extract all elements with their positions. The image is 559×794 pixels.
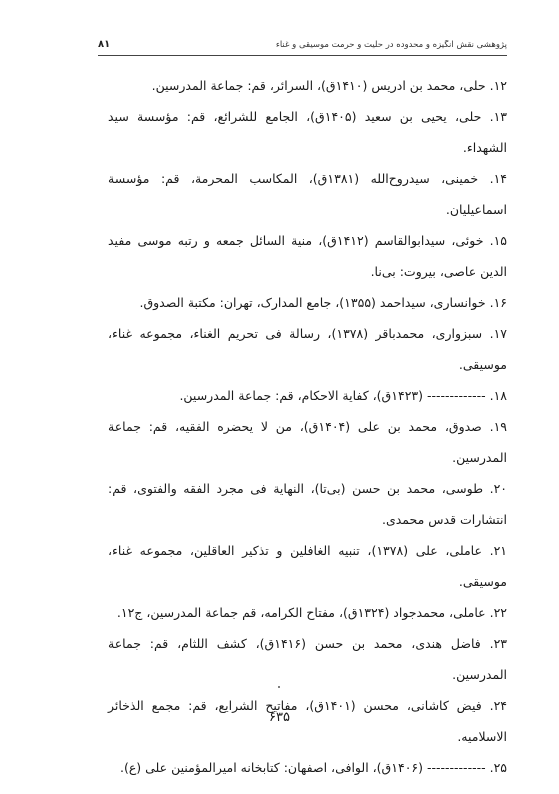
reference-item: ۲۲. عاملی، محمدجواد (۱۳۲۴ق)، مفتاح الکرامه، قم جماعة المدرسین، ج۱۲. — [116, 605, 507, 620]
reference-item: ۱۲. حلی، محمد بن ادریس (۱۴۱۰ق)، السرائر، قم: جماعة المدرسین. — [151, 78, 507, 93]
reference-item: ۲۵. ------------- (۱۴۰۶ق)، الوافی، اصفهان: کتابخانه امیرالمؤمنین علی (ع). — [119, 760, 507, 775]
reference-item: ۱۴. خمینی، سیدروح‌الله (۱۳۸۱ق)، المکاسب المحرمة، قم: مؤسسة اسماعیلیان. — [108, 171, 507, 217]
reference-item: ۲۰. طوسی، محمد بن حسن (بی‌تا)، النهایة فی مجرد الفقه والفتوی، قم: انتشارات قدس محمدی. — [108, 481, 507, 527]
reference-item: ۲۱. عاملی، علی (۱۳۷۸)، تنبیه الغافلین و تذکیر العاقلین، مجموعه غناء، موسیقی. — [108, 543, 507, 589]
reference-item: ۱۸. ------------- (۱۴۲۳ق)، کفایة الاحکام، قم: جماعة المدرسین. — [179, 388, 507, 403]
reference-item: ۱۳. حلی، یحیی بن سعید (۱۴۰۵ق)، الجامع للشرائع، قم: مؤسسة سید الشهداء. — [108, 109, 507, 155]
running-header-title: پژوهشی نقش انگیزه و محدوده در حلیت و حرمت موسیقی و غناء — [275, 40, 507, 50]
footer-dot — [278, 686, 280, 688]
header-divider — [98, 55, 507, 56]
reference-item: ۱۶. خوانساری، سیداحمد (۱۳۵۵)، جامع المدارک، تهران: مکتبة الصدوق. — [139, 295, 507, 310]
reference-item: ۲۳. فاضل هندی، محمد بن حسن (۱۴۱۶ق)، کشف اللثام، قم: جماعة المدرسین. — [108, 636, 507, 682]
reference-list — [108, 70, 507, 783]
footer-page-number: ۶۳۵ — [269, 710, 290, 725]
reference-item: ۱۹. صدوق، محمد بن علی (۱۴۰۴ق)، من لا یحضره الفقیه، قم: جماعة المدرسین. — [108, 419, 507, 465]
reference-item: ۲۴. فیض کاشانی، محسن (۱۴۰۱ق)، مفاتیح الشرایع، قم: مجمع الذخائر الاسلامیه. — [108, 698, 507, 744]
reference-item: ۱۷. سبزواری، محمدباقر (۱۳۷۸)، رسالة فی تحریم الغناء، مجموعه غناء، موسیقی. — [108, 326, 507, 372]
reference-item: ۱۵. خوئی، سیدابوالقاسم (۱۴۱۲ق)، منیة السائل جمعه و رتبه موسی مفید الدین عاصی، بیروت: بی‌نا. — [108, 233, 507, 279]
header-page-number: ۸۱ — [98, 39, 111, 50]
